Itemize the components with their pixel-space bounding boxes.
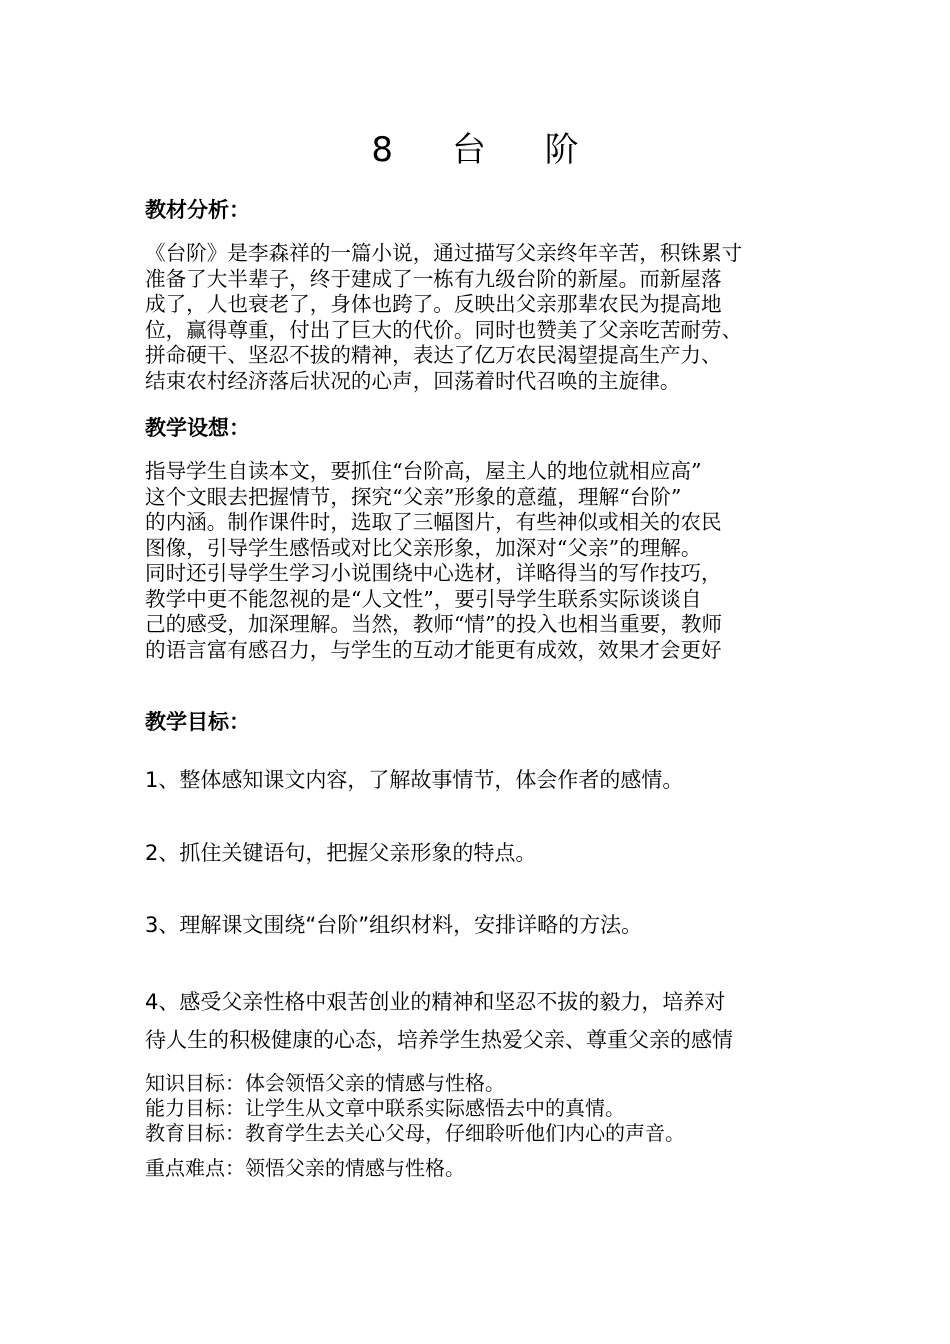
analysis-line: 成了，人也衰老了，身体也跨了。反映出父亲那辈农民为提高地	[145, 292, 722, 316]
design-line: 指导学生自读本文，要抓住“台阶高，屋主人的地位就相应高”	[145, 459, 702, 483]
design-line: 教学中更不能忽视的是“人文性”，要引导学生联系实际谈谈自	[145, 586, 702, 611]
analysis-line: 结束农村经济落后状况的心声，回荡着时代召唤的主旋律。	[145, 368, 681, 393]
design-line: 的内涵。制作课件时，选取了三幅图片，有些神似或相关的农民	[145, 510, 722, 534]
analysis-heading: 教材分析：	[145, 198, 250, 222]
design-paragraph	[145, 459, 815, 663]
ability-objective: 能力目标：让学生从文章中联系实际感悟去中的真情。	[145, 1096, 625, 1120]
analysis-line: 《台阶》是李森祥的一篇小说，通过描写父亲终年辛苦，积铢累寸	[145, 241, 743, 265]
lesson-number: 8	[371, 130, 393, 170]
goal-item-4-line: 待人生的积极健康的心态，培养学生热爱父亲、尊重父亲的感情	[145, 1028, 733, 1052]
design-line: 这个文眼去把握情节，探究“父亲”形象的意蕴，理解“台阶”	[145, 484, 682, 509]
analysis-line: 位，赢得尊重，付出了巨大的代价。同时也赞美了父亲吃苦耐劳、	[145, 317, 743, 342]
analysis-line: 拼命硬干、坚忍不拔的精神，表达了亿万农民渴望提高生产力、	[145, 343, 722, 367]
design-line: 同时还引导学生学习小说围绕中心选材，详略得当的写作技巧，	[145, 561, 722, 585]
goals-heading: 教学目标：	[145, 710, 250, 734]
page-title	[0, 126, 950, 174]
goal-item-2: 2、抓住关键语句，把握父亲形象的特点。	[145, 841, 537, 865]
design-line: 己的感受，加深理解。当然，教师“情”的投入也相当重要，教师	[145, 612, 723, 636]
goal-item-4	[145, 983, 733, 1059]
education-objective: 教育目标：教育学生去关心父母，仔细聆听他们内心的声音。	[145, 1121, 685, 1145]
design-line: 的语言富有感召力，与学生的互动才能更有成效，效果才会更好	[145, 637, 722, 662]
analysis-paragraph	[145, 241, 815, 394]
title-char-1: 台	[451, 130, 486, 170]
knowledge-objective: 知识目标：体会领悟父亲的情感与性格。	[145, 1071, 505, 1095]
analysis-line: 准备了大半辈子，终于建成了一栋有九级台阶的新屋。而新屋落	[145, 266, 722, 291]
goal-item-1: 1、整体感知课文内容，了解故事情节，体会作者的感情。	[145, 768, 684, 792]
design-heading: 教学设想：	[145, 416, 250, 440]
goal-item-4-line: 4、感受父亲性格中艰苦创业的精神和坚忍不拔的毅力，培养对	[145, 990, 726, 1014]
title-char-2: 阶	[544, 130, 579, 170]
key-points: 重点难点：领悟父亲的情感与性格。	[145, 1156, 465, 1180]
design-line: 图像，引导学生感悟或对比父亲形象，加深对“父亲”的理解。	[145, 535, 702, 560]
goal-item-3: 3、理解课文围绕“台阶”组织材料，安排详略的方法。	[145, 913, 643, 937]
